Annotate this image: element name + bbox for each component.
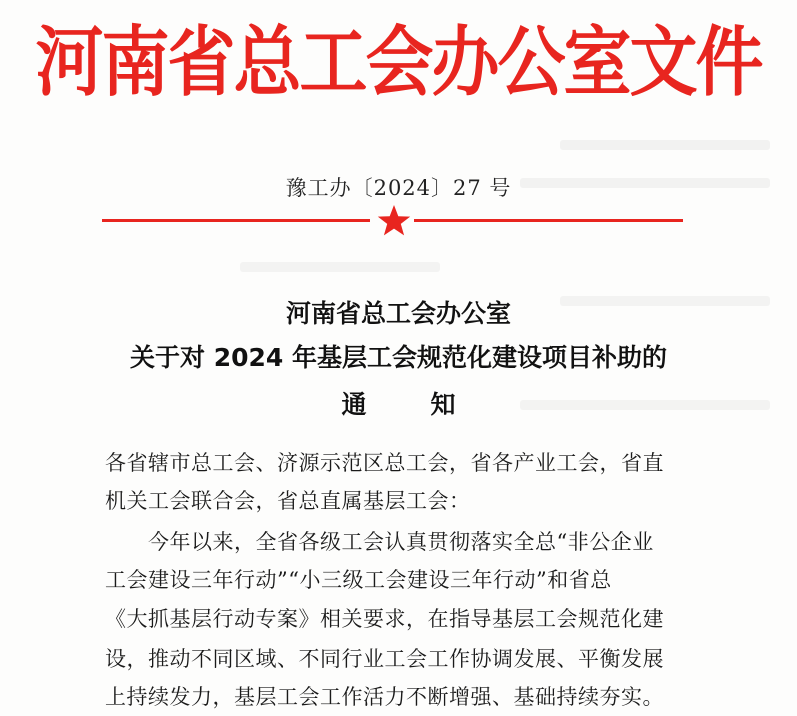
- paragraph-line-3: 《大抓基层行动专案》相关要求，在指导基层工会规范化建: [105, 607, 664, 631]
- paragraph-line-2: 工会建设三年行动”“小三级工会建设三年行动”和省总: [105, 568, 612, 592]
- star-icon: [376, 203, 412, 239]
- red-divider-right: [414, 219, 683, 222]
- addressee-line-1: 各省辖市总工会、济源示范区总工会，省各产业工会，省直: [105, 451, 664, 475]
- document-number: 豫工办〔2024〕27 号: [285, 176, 512, 200]
- notice-title-line-3: [0, 387, 797, 423]
- paragraph-line-4: 设，推动不同区域、不同行业工会工作协调发展、平衡发展: [105, 647, 664, 671]
- paragraph-line-5: 上持续发力，基层工会工作活力不断增强、基础持续夯实。: [105, 685, 664, 709]
- paragraph-line-1: 今年以来，全省各级工会认真贯彻落实全总“非公企业: [148, 530, 654, 554]
- notice-title-line-2: 关于对 2024 年基层工会规范化建设项目补助的: [130, 343, 667, 372]
- addressee-line-2: 机关工会联合会，省总直属基层工会：: [105, 489, 471, 513]
- red-divider-left: [102, 219, 370, 222]
- notice-title-char-2: 知: [430, 390, 456, 419]
- document-header-title: 河南省总工会办公室文件: [35, 19, 762, 108]
- notice-title-line-1: 河南省总工会办公室: [285, 299, 511, 328]
- notice-title-char-1: 通: [341, 390, 367, 419]
